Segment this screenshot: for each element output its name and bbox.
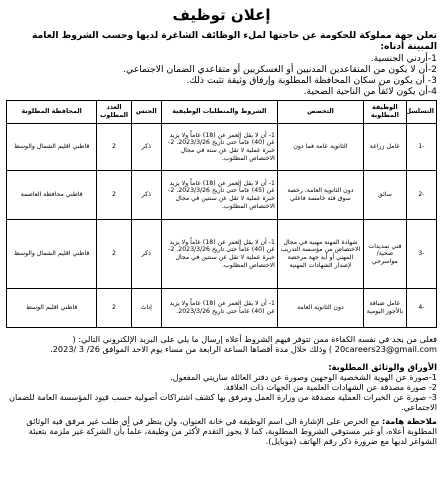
cell-requirements: 1- أن لا يقل العمر عن (18) عاماً ولا يزيد عن (45) عاماً حتى تاريخ 2023/3/26. 2- خبرة عملية لا تقل عن سنتين في مجال الاختصاص المطلوب. bbox=[161, 171, 277, 220]
note-label: ملاحظة هامة: bbox=[381, 416, 437, 427]
header-gender: الجنس bbox=[131, 101, 161, 124]
intro-text: تعلن جهة مملوكة للحكومة عن حاجتها لملء الوظائف الشاغرة لديها وحسب الشروط العامة المبينة أدناه: bbox=[32, 30, 437, 52]
table-row bbox=[7, 289, 437, 328]
condition-item: 2-أن لا يكون من المتقاعدين المدنيين أو العسكريين أو متقاعدي الضمان الاجتماعي. bbox=[123, 64, 437, 75]
documents-title: الأوراق والوثائق المطلوبة: bbox=[328, 362, 437, 373]
condition-item: 1-أردني الجنسية. bbox=[370, 53, 437, 64]
cell-specialization: شهادة المهنة مهنية في مجال الاختصاص من مؤسسة التدريب المهني أو أية جهة مرخصة لإصدار الشهادات المهنية bbox=[277, 220, 363, 289]
cell-requirements: 1- أن لا يقل العمر عن (18) عاماً ولا يزيد عن (40) عاماً حتى تاريخ 2023/3/26. bbox=[161, 289, 277, 328]
cell-count: 2 bbox=[97, 289, 131, 328]
cell-job: سائق bbox=[363, 171, 406, 220]
cell-seq: -3 bbox=[406, 220, 436, 289]
cell-count: 2 bbox=[97, 220, 131, 289]
cell-gender: ذكر bbox=[131, 220, 161, 289]
cell-specialization: دون الثانوية العامة bbox=[277, 289, 363, 328]
cell-specialization: دون الثانوية العامة، رخصة سوق فئة خامسة فاعلي bbox=[277, 171, 363, 220]
condition-item: 4-أن يكون لائقاً من الناحية الصحية. bbox=[303, 86, 437, 97]
cell-gender: ذكر bbox=[131, 171, 161, 220]
cell-gender: إناث bbox=[131, 289, 161, 328]
cell-job: عامل زراعة bbox=[363, 124, 406, 171]
table-row bbox=[7, 171, 437, 220]
header-governorate: المحافظة المطلوبة bbox=[7, 101, 97, 124]
condition-item: 3- أن يكون من سكان المحافظة المطلوبة وإرفاق وثيقة تثبت ذلك. bbox=[186, 75, 437, 86]
page-title: إعلان توظيف bbox=[172, 6, 271, 24]
note-text: مع الحرص على الإشارة الى اسم الوظيفة في خانة العنوان، ولن ينظر في أي طلب غير مرفق فيه الوثائق المطلوبة أعلاه، أو غير مستوفي الشروط المطلوبة، كما لا يجوز التقدم لأكثر من وظيفة، علماً بأن الشركة غير ملزمة بتعبئة الشواغر لديها مع ضرورة ذكر رقم الهاتف (موبايل). bbox=[26, 416, 437, 447]
important-note bbox=[6, 416, 437, 446]
header-requirements: الشروط والمتطلبات الوظيفية bbox=[161, 101, 277, 124]
cell-governorate: قاطني محافظة العاصمة bbox=[7, 171, 97, 220]
table-row bbox=[7, 124, 437, 171]
application-instructions: فعلى من يجد في نفسه الكفاءة ممن تتوفر فيهم الشروط أعلاه إرسال ما يلي على البريد الإلكتروني التالي: ( 20careers23@gmail.com ) وذلك خلال مدة أقصاها الساعة الرابعة من مساء يوم الاحد الموافق 26/ 3 /2023. bbox=[50, 334, 437, 355]
header-count: العدد المطلوب bbox=[97, 101, 131, 124]
document-item: 2- صورة مصدقة عن الشهادات العلمية من الجهات ذات العلاقة. bbox=[222, 382, 437, 393]
document-item: 1-صورة عن الهوية الشخصية الوجهين وصورة عن دفتر العائلة ساريتي المفعول. bbox=[170, 372, 437, 383]
cell-gender: ذكر bbox=[131, 124, 161, 171]
header-seq: التسلسل bbox=[406, 101, 436, 124]
documents-list bbox=[6, 372, 437, 412]
cell-requirements: 1- أن لا يقل العمر عن (18) عاماً ولا يزيد عن (40) عاماً حتى تاريخ 2023/3/26. 2- خبرة عملية لا تقل عن سنة في مجال الاختصاص المطلوب. bbox=[161, 124, 277, 171]
cell-requirements: 1- أن لا يقل العمر عن (18) عاماً ولا يزيد عن (40) عاماً حتى تاريخ 2023/3/26. 2- خبرة عملية لا تقل عن سنتين في مجال الاختصاص المطلوب. bbox=[161, 220, 277, 289]
cell-count: 2 bbox=[97, 124, 131, 171]
table-row bbox=[7, 220, 437, 289]
jobs-table bbox=[6, 100, 437, 328]
cell-specialization: الثانوية عامة فما دون bbox=[277, 124, 363, 171]
header-specialization: التخصص bbox=[277, 101, 363, 124]
cell-seq: -1 bbox=[406, 124, 436, 171]
cell-job: فني تمديدات صحية/ مواسرجي bbox=[363, 220, 406, 289]
general-conditions-list bbox=[6, 53, 437, 97]
cell-seq: -2 bbox=[406, 171, 436, 220]
cell-governorate: قاطني اقليم الوسط bbox=[7, 289, 97, 328]
table-header-row bbox=[7, 101, 437, 124]
cell-job: عامل ضيافة بالأجور اليومية bbox=[363, 289, 406, 328]
cell-governorate: قاطني اقليم الشمال والوسط bbox=[7, 220, 97, 289]
cell-governorate: قاطني اقليم الشمال والوسط bbox=[7, 124, 97, 171]
document-item: 3- صورة عن الخبرات العملية مصدقة من وزارة العمل ومرفق بها كشف اشتراكات أصولية حسب قيود المؤسسة العامة للضمان الاجتماعي. bbox=[8, 392, 437, 413]
cell-seq: -4 bbox=[406, 289, 436, 328]
cell-count: 2 bbox=[97, 171, 131, 220]
header-job: الوظيفة المطلوبة bbox=[363, 101, 406, 124]
